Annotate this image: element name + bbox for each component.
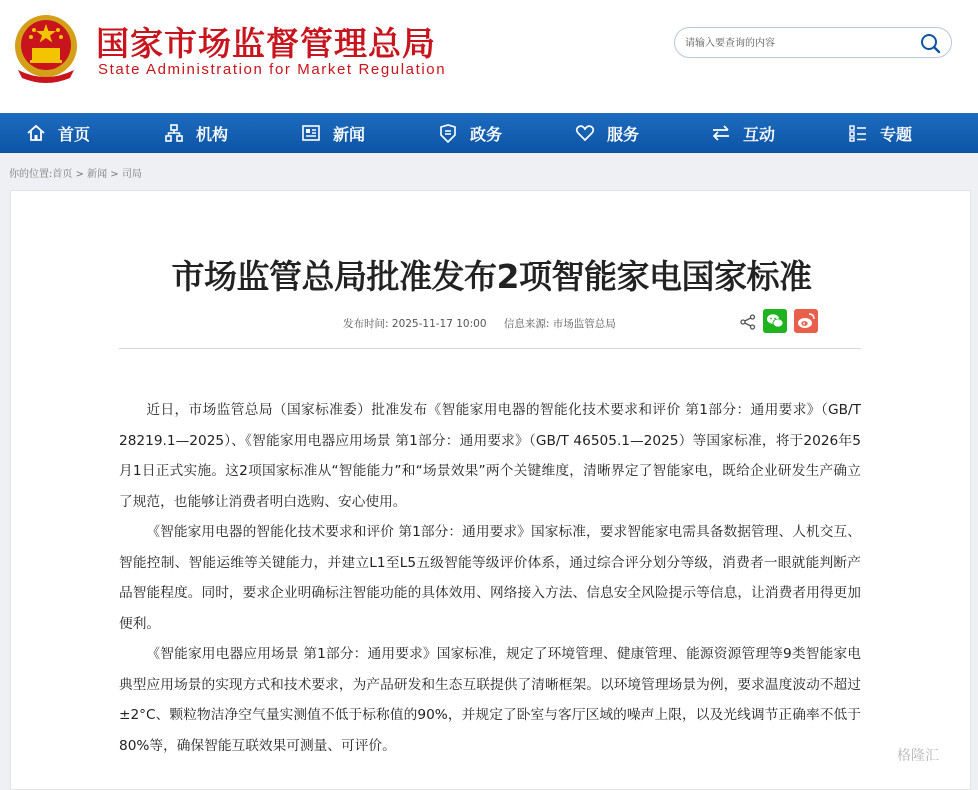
search-box [674, 27, 952, 58]
nav-label: 专题 [880, 124, 913, 144]
publish-label: 发布时间: [343, 318, 389, 330]
share-icon[interactable] [740, 314, 756, 330]
breadcrumb-separator: > [72, 169, 88, 180]
nav-label: 互动 [743, 124, 776, 144]
nav-label: 首页 [58, 124, 91, 144]
nav-item-interaction[interactable] [711, 113, 775, 153]
news-icon [301, 123, 321, 143]
source-value: 市场监管总局 [552, 318, 616, 330]
publish-time: 2025-11-17 10:00 [391, 318, 487, 330]
wechat-share-icon[interactable] [763, 309, 787, 333]
article-paragraph: 《智能家用电器的智能化技术要求和评价 第1部分：通用要求》国家标准，要求智能家电需具备数据管理、人机交互、智能控制、智能运维等关键能力，并建立L1至L5五级智能等级评价体系，通过综合评分划分等级，消费者一眼就能判断产品智能程度。同时，要求企业明确标注智能功能的具体效用、网络接入方法、信息安全风险提示等信息，让消费者用得更加便利。 [119, 524, 861, 632]
nav-item-topics[interactable] [848, 113, 912, 153]
nav-item-org[interactable] [164, 113, 228, 153]
breadcrumb-link-bureau[interactable]: 司局 [121, 169, 142, 180]
article-paragraph: 《智能家用电器应用场景 第1部分：通用要求》国家标准，规定了环境管理、健康管理、能源资源管理等9类智能家电典型应用场景的实现方式和技术要求，为产品研发和生态互联提供了清晰框架。以环境管理场景为例，要求温度波动不超过±2°C、颗粒物洁净空气量实测值不低于标称值的90%，并规定了卧室与客厅区域的噪声上限，以及光线调节正确率不低于80%等，确保智能互联效果可测量、可评价。 [119, 646, 861, 754]
nav-item-service[interactable] [575, 113, 639, 153]
site-title-en[interactable]: State Administration for Market Regulation [98, 61, 447, 78]
weibo-share-icon[interactable] [794, 309, 818, 333]
article-paragraph: 近日，市场监管总局（国家标准委）批准发布《智能家用电器的智能化技术要求和评价 第1部分：通用要求》（GB/T 28219.1—2025）、《智能家用电器应用场景 第1部分：通用要求》（GB/T 46505.1—2025）等国家标准，将于2026年5月1日正式实施。这2项国家标准从“智能能力”和“场景效果”两个关键维度，清晰界定了智能家电，既给企业研发生产确立了规范，也能够让消费者明白选购、安心使用。 [119, 402, 861, 510]
watermark-logo: 格隆汇 [897, 748, 939, 764]
source-label: 信息来源: [503, 318, 550, 330]
home-icon [26, 123, 46, 143]
nav-item-government[interactable] [438, 113, 502, 153]
topics-icon [848, 123, 868, 143]
breadcrumb-link-news[interactable]: 新闻 [87, 169, 108, 180]
article-title: 市场监管总局批准发布2项智能家电国家标准 [171, 257, 812, 296]
meta-divider [119, 348, 861, 349]
nav-item-news[interactable] [301, 113, 365, 153]
nav-label: 服务 [607, 124, 640, 144]
article-meta [343, 316, 616, 331]
site-header [0, 0, 978, 113]
breadcrumb-link-home[interactable]: 首页 [52, 169, 73, 180]
search-input[interactable] [685, 34, 907, 52]
nav-label: 机构 [196, 124, 229, 144]
breadcrumb-prefix: 你的位置: [9, 169, 53, 180]
heart-icon [575, 123, 595, 143]
article-panel [10, 190, 971, 790]
nav-label: 政务 [470, 124, 503, 144]
government-icon [438, 123, 458, 143]
nav-label: 新闻 [333, 124, 366, 144]
search-icon[interactable] [919, 32, 941, 54]
exchange-icon [711, 123, 731, 143]
national-emblem-icon[interactable] [12, 12, 80, 84]
main-nav [0, 113, 978, 153]
org-chart-icon [164, 123, 184, 143]
breadcrumb [9, 165, 142, 180]
article-body [119, 395, 861, 761]
breadcrumb-separator: > [107, 169, 122, 180]
site-title-cn[interactable]: 国家市场监督管理总局 [96, 24, 436, 63]
nav-item-home[interactable] [26, 113, 90, 153]
